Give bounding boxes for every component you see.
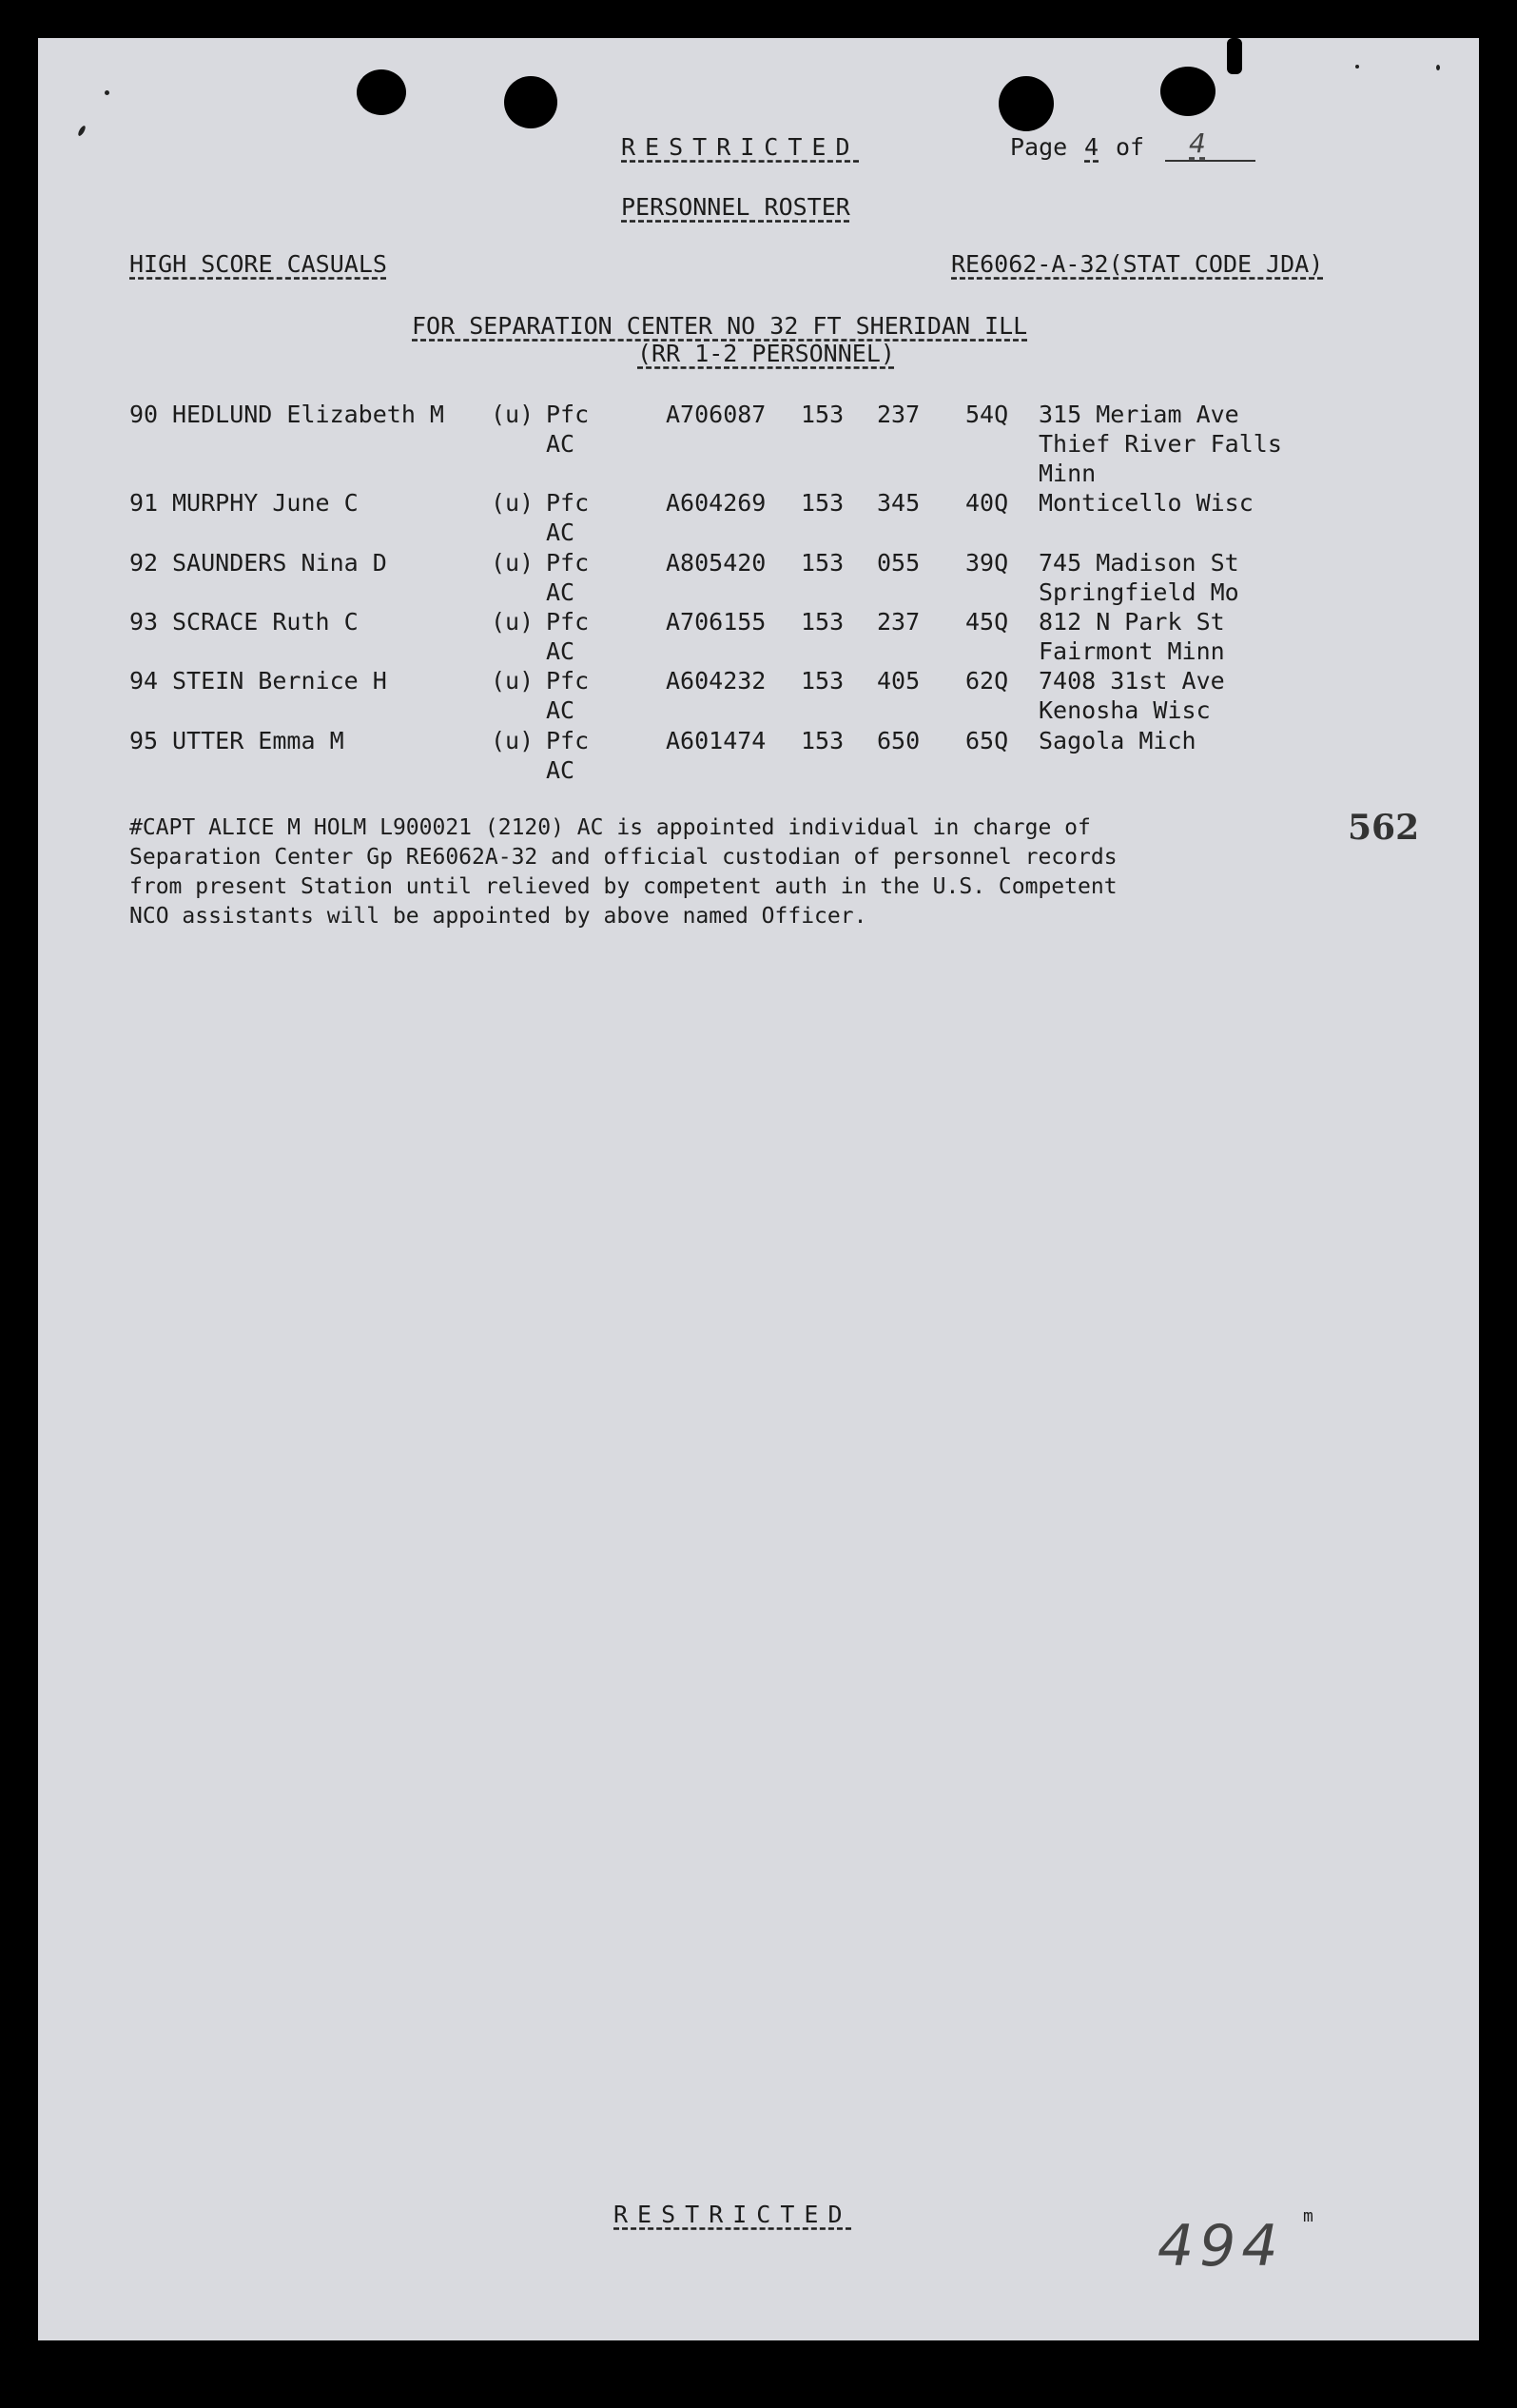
punch-hole bbox=[504, 76, 557, 128]
group-name: HIGH SCORE CASUALS bbox=[129, 250, 387, 278]
row-address-line: Kenosha Wisc bbox=[1039, 696, 1211, 724]
table-row bbox=[38, 607, 1479, 666]
document-page bbox=[38, 38, 1479, 2340]
punch-hole bbox=[1160, 67, 1216, 116]
row-number: 95 bbox=[129, 727, 159, 754]
row-code-1: 153 bbox=[801, 401, 845, 428]
row-name: UTTER Emma M bbox=[172, 727, 344, 754]
punch-hole bbox=[1227, 38, 1242, 74]
row-serial: A706155 bbox=[666, 608, 767, 636]
row-race: (u) bbox=[491, 667, 535, 695]
row-score: 62Q bbox=[965, 667, 1009, 695]
row-race: (u) bbox=[491, 401, 535, 428]
classification-header: RESTRICTED bbox=[621, 133, 860, 161]
row-name: STEIN Bernice H bbox=[172, 667, 387, 695]
row-grade: Pfc bbox=[546, 727, 590, 754]
page-total: 4 bbox=[1189, 127, 1206, 159]
row-address-line: 7408 31st Ave bbox=[1039, 667, 1225, 695]
roster-title: PERSONNEL ROSTER bbox=[621, 193, 850, 221]
row-number: 90 bbox=[129, 401, 159, 428]
row-number: 91 bbox=[129, 489, 159, 517]
row-address-line: Fairmont Minn bbox=[1039, 637, 1225, 665]
row-code-1: 153 bbox=[801, 608, 845, 636]
row-grade: Pfc bbox=[546, 401, 590, 428]
row-name: SCRACE Ruth C bbox=[172, 608, 359, 636]
row-address-line: 812 N Park St bbox=[1039, 608, 1225, 636]
row-score: 39Q bbox=[965, 549, 1009, 577]
row-address-line: Thief River Falls bbox=[1039, 430, 1282, 458]
row-number: 92 bbox=[129, 549, 159, 577]
row-grade: Pfc bbox=[546, 608, 590, 636]
row-code-2: 055 bbox=[877, 549, 921, 577]
row-grade: Pfc bbox=[546, 549, 590, 577]
row-code-2: 650 bbox=[877, 727, 921, 754]
row-address-line: Monticello Wisc bbox=[1039, 489, 1254, 517]
row-arm: AC bbox=[546, 519, 575, 546]
row-code-1: 153 bbox=[801, 667, 845, 695]
row-score: 54Q bbox=[965, 401, 1009, 428]
page-number: 4 bbox=[1084, 133, 1099, 161]
row-arm: AC bbox=[546, 756, 575, 784]
note-line: from present Station until relieved by competent auth in the U.S. Competent bbox=[129, 874, 1118, 899]
handwritten-superscript: m bbox=[1303, 2206, 1313, 2226]
row-address-line: 745 Madison St bbox=[1039, 549, 1239, 577]
note-line: NCO assistants will be appointed by above named Officer. bbox=[129, 904, 867, 929]
destination: FOR SEPARATION CENTER NO 32 FT SHERIDAN ILL bbox=[412, 312, 1028, 340]
row-address-line: Sagola Mich bbox=[1039, 727, 1196, 754]
row-address-line: Minn bbox=[1039, 460, 1097, 487]
row-arm: AC bbox=[546, 637, 575, 665]
speck bbox=[1436, 65, 1440, 70]
row-code-2: 405 bbox=[877, 667, 921, 695]
row-serial: A604232 bbox=[666, 667, 767, 695]
handwritten-number: 494 bbox=[1157, 2213, 1284, 2280]
table-row bbox=[38, 488, 1479, 547]
sub-destination: (RR 1-2 PERSONNEL) bbox=[637, 340, 895, 367]
row-code-2: 237 bbox=[877, 401, 921, 428]
page-of: of bbox=[1116, 133, 1145, 161]
group-code: RE6062-A-32(STAT CODE JDA) bbox=[951, 250, 1324, 278]
row-race: (u) bbox=[491, 727, 535, 754]
row-arm: AC bbox=[546, 430, 575, 458]
row-race: (u) bbox=[491, 489, 535, 517]
punch-hole bbox=[999, 76, 1054, 131]
row-number: 94 bbox=[129, 667, 159, 695]
page-total-underline bbox=[1165, 160, 1255, 162]
row-code-2: 237 bbox=[877, 608, 921, 636]
row-serial: A601474 bbox=[666, 727, 767, 754]
row-serial: A805420 bbox=[666, 549, 767, 577]
row-race: (u) bbox=[491, 549, 535, 577]
table-row bbox=[38, 726, 1479, 785]
row-grade: Pfc bbox=[546, 667, 590, 695]
row-name: HEDLUND Elizabeth M bbox=[172, 401, 444, 428]
row-score: 45Q bbox=[965, 608, 1009, 636]
table-row bbox=[38, 548, 1479, 607]
row-number: 93 bbox=[129, 608, 159, 636]
table-row bbox=[38, 400, 1479, 487]
row-code-2: 345 bbox=[877, 489, 921, 517]
row-score: 40Q bbox=[965, 489, 1009, 517]
row-score: 65Q bbox=[965, 727, 1009, 754]
row-arm: AC bbox=[546, 696, 575, 724]
classification-footer: RESTRICTED bbox=[613, 2201, 852, 2228]
row-address-line: Springfield Mo bbox=[1039, 578, 1239, 606]
row-code-1: 153 bbox=[801, 549, 845, 577]
row-code-1: 153 bbox=[801, 727, 845, 754]
page-label: Page bbox=[1010, 133, 1068, 161]
row-name: SAUNDERS Nina D bbox=[172, 549, 387, 577]
row-code-1: 153 bbox=[801, 489, 845, 517]
row-serial: A604269 bbox=[666, 489, 767, 517]
row-serial: A706087 bbox=[666, 401, 767, 428]
speck bbox=[1355, 65, 1359, 69]
table-row bbox=[38, 666, 1479, 725]
row-arm: AC bbox=[546, 578, 575, 606]
row-race: (u) bbox=[491, 608, 535, 636]
note-line: Separation Center Gp RE6062A-32 and official custodian of personnel records bbox=[129, 845, 1118, 870]
row-address-line: 315 Meriam Ave bbox=[1039, 401, 1239, 428]
punch-hole bbox=[357, 69, 406, 115]
speck bbox=[77, 125, 87, 137]
row-grade: Pfc bbox=[546, 489, 590, 517]
speck bbox=[105, 90, 109, 95]
margin-number: 562 bbox=[1348, 808, 1420, 848]
row-name: MURPHY June C bbox=[172, 489, 359, 517]
note-line: #CAPT ALICE M HOLM L900021 (2120) AC is appointed individual in charge of bbox=[129, 815, 1091, 840]
